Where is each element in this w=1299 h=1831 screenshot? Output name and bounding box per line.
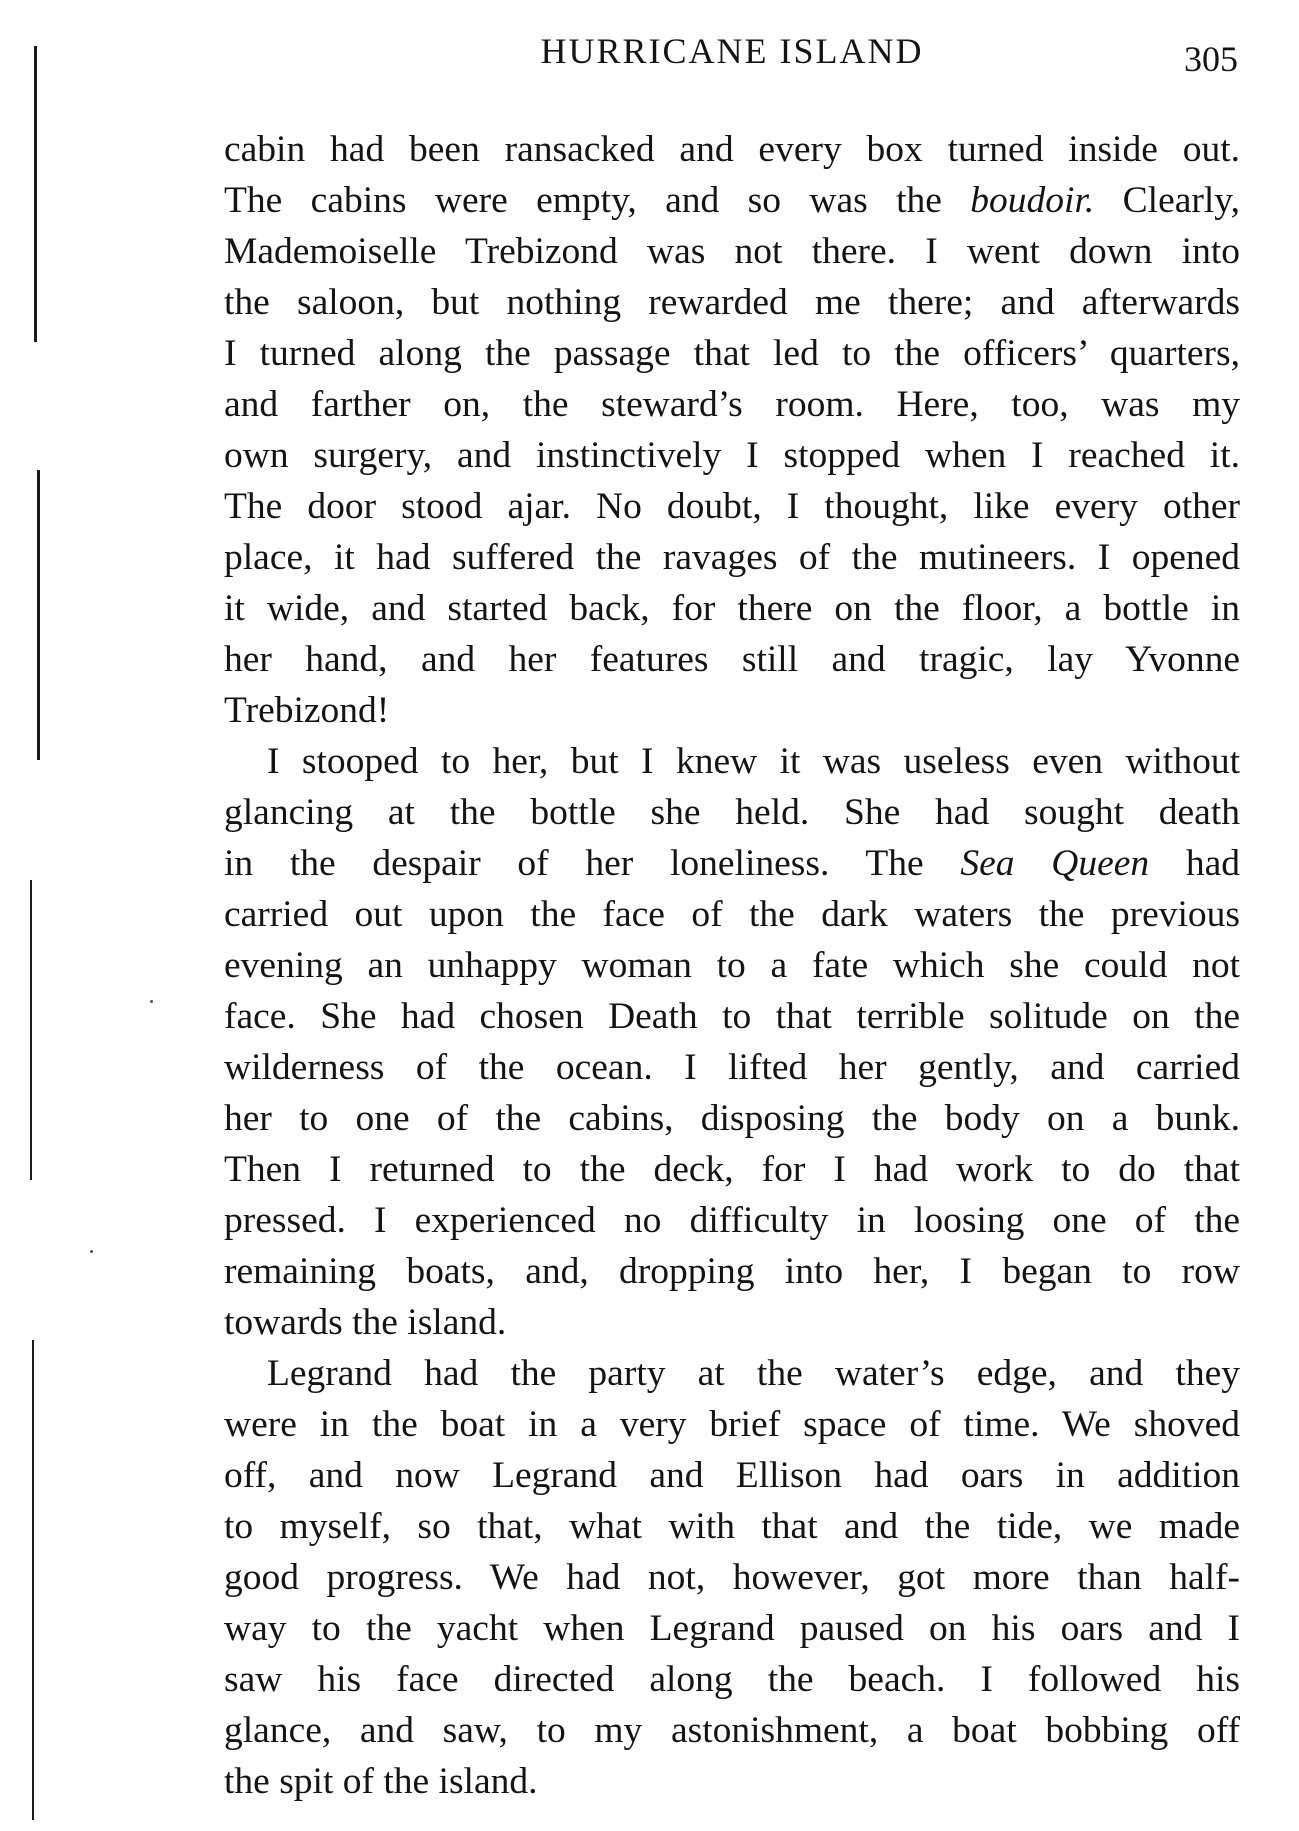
scan-gutter-mark (32, 1340, 34, 1820)
text-segment: carried out upon the face of the dark waters the previous (224, 894, 1240, 935)
paragraph (224, 736, 1240, 1348)
text-segment: saw his face directed along the beach. I followed his (224, 1659, 1240, 1700)
text-segment: I stooped to her, but I knew it was useless even without (267, 741, 1240, 782)
text-line (224, 991, 1240, 1042)
text-line (224, 1705, 1240, 1756)
text-line (224, 1654, 1240, 1705)
text-line (224, 1246, 1240, 1297)
text-segment: I turned along the passage that led to the officers’ quarters, (224, 333, 1240, 374)
text-segment: place, it had suffered the ravages of the mutineers. I opened (224, 537, 1240, 578)
text-segment: off, and now Legrand and Ellison had oars in addition (224, 1455, 1240, 1496)
text-segment: cabin had been ransacked and every box turned inside out. (224, 129, 1240, 170)
text-line (224, 634, 1240, 685)
text-line (224, 1348, 1240, 1399)
text-line (224, 1450, 1240, 1501)
text-segment: wilderness of the ocean. I lifted her gently, and carried (224, 1047, 1240, 1088)
text-segment: The door stood ajar. No doubt, I thought, like every other (224, 486, 1240, 527)
scan-speck (150, 1000, 153, 1003)
text-line (224, 532, 1240, 583)
text-segment: her to one of the cabins, disposing the body on a bunk. (224, 1098, 1240, 1139)
text-line (224, 226, 1240, 277)
text-segment: to myself, so that, what with that and the tide, we made (224, 1506, 1240, 1547)
running-title: HURRICANE ISLAND (540, 31, 924, 71)
text-segment: Then I returned to the deck, for I had work to do that (224, 1149, 1240, 1190)
text-line (224, 379, 1240, 430)
running-head (224, 26, 1240, 86)
text-line (224, 328, 1240, 379)
text-line (224, 838, 1240, 889)
body-text (224, 124, 1240, 1807)
text-segment: Mademoiselle Trebizond was not there. I went down into (224, 231, 1240, 272)
text-segment: Trebizond! (224, 690, 390, 731)
text-line (224, 1501, 1240, 1552)
text-segment: the spit of the island. (224, 1761, 538, 1802)
text-segment: The cabins were empty, and so was the (224, 180, 971, 221)
text-segment: evening an unhappy woman to a fate which she could not (224, 945, 1240, 986)
text-segment: towards the island. (224, 1302, 507, 1343)
text-segment: in the despair of her loneliness. The (224, 843, 961, 884)
text-line (224, 1756, 1240, 1807)
text-segment: remaining boats, and, dropping into her, I began to row (224, 1251, 1240, 1292)
text-segment: good progress. We had not, however, got more than half- (224, 1557, 1240, 1598)
text-line (224, 583, 1240, 634)
scan-gutter-mark (37, 470, 40, 760)
text-line (224, 277, 1240, 328)
text-line (224, 481, 1240, 532)
text-line (224, 787, 1240, 838)
text-line (224, 430, 1240, 481)
text-segment: own surgery, and instinctively I stopped when I reached it. (224, 435, 1240, 476)
page-number: 305 (1184, 39, 1238, 79)
scan-gutter-mark (34, 46, 37, 342)
text-segment: Legrand had the party at the water’s edge, and they (267, 1353, 1240, 1394)
text-segment: glancing at the bottle she held. She had sought death (224, 792, 1240, 833)
text-line (224, 1093, 1240, 1144)
text-segment: were in the boat in a very brief space of time. We shoved (224, 1404, 1240, 1445)
text-segment: and farther on, the steward’s room. Here, too, was my (224, 384, 1240, 425)
text-line (224, 736, 1240, 787)
text-line (224, 940, 1240, 991)
text-segment: Clearly, (1094, 180, 1240, 221)
italic-text: Sea Queen (960, 843, 1150, 884)
text-line (224, 124, 1240, 175)
text-segment: way to the yacht when Legrand paused on his oars and I (224, 1608, 1240, 1649)
text-line (224, 685, 1240, 736)
paragraph (224, 1348, 1240, 1807)
scan-gutter-mark (30, 880, 32, 1180)
text-line (224, 1144, 1240, 1195)
text-line (224, 1042, 1240, 1093)
text-line (224, 889, 1240, 940)
text-line (224, 175, 1240, 226)
text-segment: it wide, and started back, for there on the floor, a bottle in (224, 588, 1240, 629)
text-segment: her hand, and her features still and tragic, lay Yvonne (224, 639, 1240, 680)
scan-speck (90, 1250, 93, 1253)
text-line (224, 1603, 1240, 1654)
text-segment: the saloon, but nothing rewarded me there; and afterwards (224, 282, 1240, 323)
italic-text: boudoir. (970, 180, 1095, 221)
text-line (224, 1399, 1240, 1450)
text-line (224, 1552, 1240, 1603)
text-line (224, 1297, 1240, 1348)
text-segment: glance, and saw, to my astonishment, a boat bobbing off (224, 1710, 1240, 1751)
text-segment: face. She had chosen Death to that terrible solitude on the (224, 996, 1240, 1037)
text-segment: had (1149, 843, 1240, 884)
text-segment: pressed. I experienced no difficulty in loosing one of the (224, 1200, 1240, 1241)
paragraph (224, 124, 1240, 736)
text-line (224, 1195, 1240, 1246)
